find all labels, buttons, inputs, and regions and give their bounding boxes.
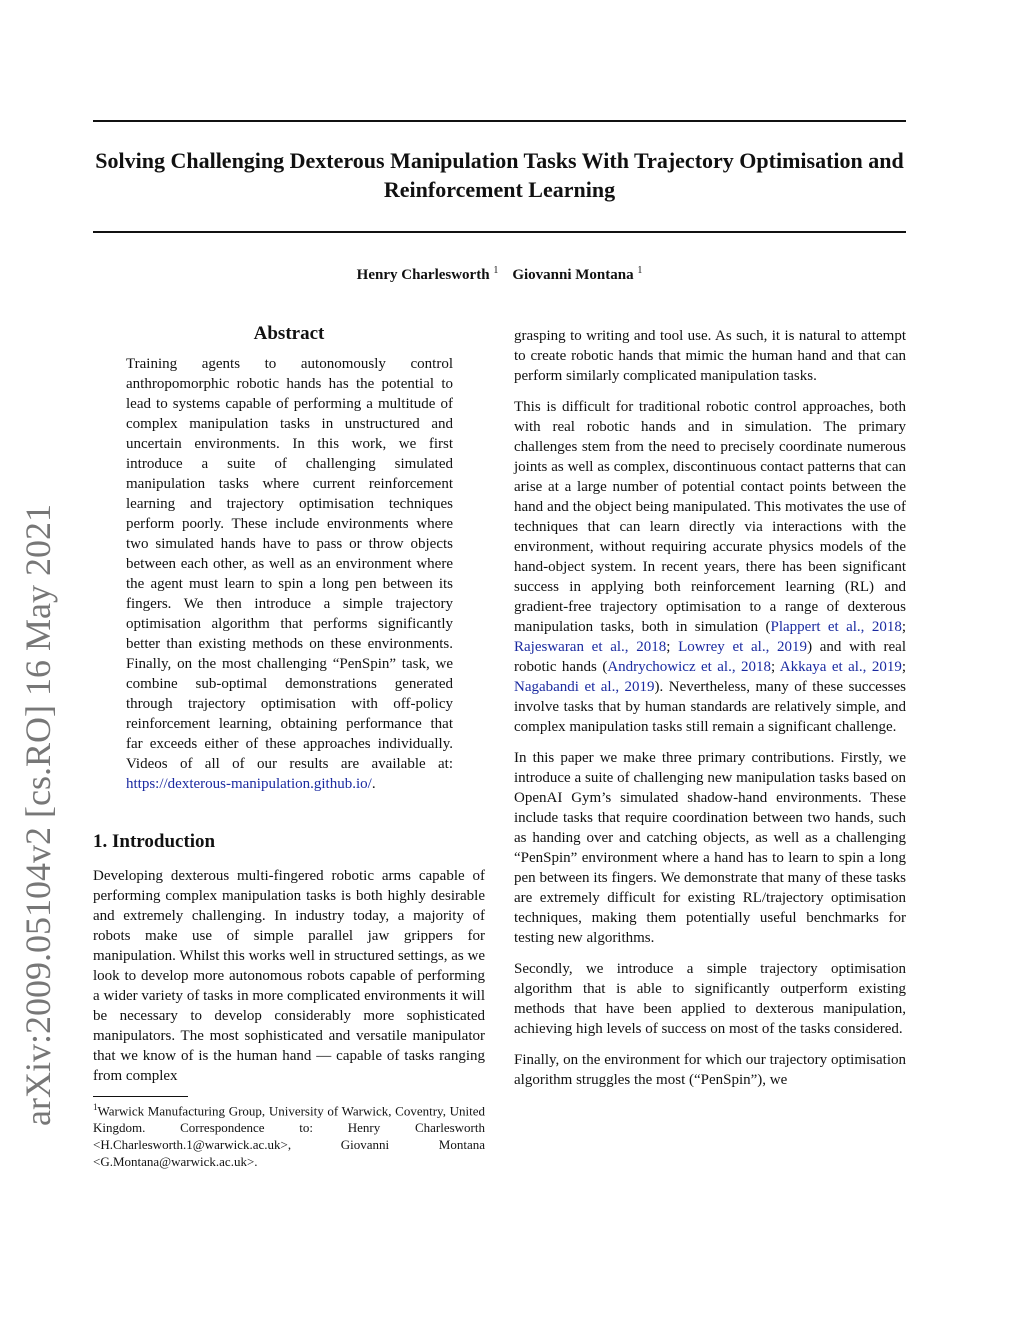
title-rule-top [93,120,906,122]
abstract-body [126,354,453,794]
abstract-end: . [371,776,376,792]
footnote-text: Warwick Manufacturing Group, University of Warwick, Coventry, United Kingdom. Correspondence to: Henry Charlesworth <H.Charlesworth.1@warwick.ac.uk>, Giovanni Montana <G.Montana@warwick.ac.uk>. [93,1103,485,1170]
right-column [514,326,906,1101]
citation-link[interactable]: Lowrey et al., 2019 [678,639,808,655]
citation-link[interactable]: Andrychowicz et al., 2018 [607,659,772,675]
citation-link[interactable]: Rajeswaran et al., 2018 [514,639,667,655]
author-affiliation-mark: 1 [637,265,643,276]
paragraph: Finally, on the environment for which our trajectory optimisation algorithm struggles the most (“PenSpin”), we [514,1052,906,1088]
project-link[interactable]: https://dexterous-manipulation.github.io/ [126,776,372,792]
paragraph: In this paper we make three primary contributions. Firstly, we introduce a suite of challenging new manipulation tasks based on OpenAI Gym’s simulated shadow-hand environments. These include tasks that require coordination between two hands, such as handing over and catching objects, as well as a challenging “PenSpin” environment where a hand has to learn to spin a long pen between its fingers. We demonstrate that many of these tasks are extremely difficult for existing RL/trajectory optimisation techniques, making them potentially useful benchmarks for testing new algorithms. [514,750,906,946]
author-list [93,265,906,284]
citation-link[interactable]: Plappert et al., 2018 [770,619,902,635]
author-name: Henry Charlesworth [356,267,490,283]
text-run: This is difficult for traditional robotic control approaches, both with real robotic hands and in simulation. The primary challenges stem from the need to precisely coordinate numerous joints as well as complex, discontinuous contact patterns that can arise at a large number of potential contact points between the hand and the object being manipulated. This motivates the use of techniques that can learn directly via interactions with the environment, without requiring accurate physics models of the hand-object system. In recent years, there has been significant success in applying both reinforcement learning (RL) and gradient-free trajectory optimisation to a range of dexterous manipulation tasks, both in simulation ( [514,399,906,635]
citation-link[interactable]: Akkaya et al., 2019 [779,659,902,675]
author-name: Giovanni Montana [512,267,634,283]
author-affiliation-mark: 1 [493,265,499,276]
abstract-text: Training agents to autonomously control anthropomorphic robotic hands has the potential to lead to systems capable of performing a multitude of complex manipulation tasks in unstructured and uncertain environments. In this work, we first introduce a suite of challenging simulated manipulation tasks where current reinforcement learning and trajectory optimisation techniques perform poorly. These include environments where two simulated hands have to pass or throw objects between each other, as well as an environment where the agent must learn to spin a long pen between its fingers. We then introduce a simple trajectory optimisation algorithm that performs significantly better than existing methods on these environments. Finally, on the most challenging “PenSpin” task, we combine sub-optimal demonstrations generated through trajectory optimisation with off-policy reinforcement learning, obtaining performance that far exceeds either of these approaches individually. Videos of all of our results are available at: [126,356,453,772]
arxiv-side-label: arXiv:2009.05104v2 [cs.RO] 16 May 2021 [18,504,58,1126]
separator: ; [771,659,780,675]
separator: ; [901,619,906,635]
affiliation-footnote [93,1099,485,1170]
paragraph: Secondly, we introduce a simple trajectory optimisation algorithm that is able to significantly outperform existing methods that have been applied to dexterous manipulation, achieving high levels of success on most of the tasks considered. [514,961,906,1037]
title-rule-bottom [93,231,906,233]
section-heading-introduction: 1. Introduction [93,831,216,852]
paragraph-with-citations [514,397,906,737]
abstract-heading: Abstract [253,323,325,344]
paper-title: Solving Challenging Dexterous Manipulation Tasks With Trajectory Optimisation and Reinforcement Learning [95,148,904,202]
footnote-mark: 1 [93,1102,98,1112]
separator: ; [666,639,679,655]
introduction-paragraph: Developing dexterous multi-fingered robotic arms capable of performing complex manipulation tasks is both highly desirable and extremely challenging. In industry today, a majority of robots make use of simple parallel jaw grippers for manipulation. Whilst this works well in structured settings, as we look to develop more autonomous robots capable of performing a wider variety of tasks in more complicated environments it will be necessary to develop considerably more sophisticated manipulators. The most sophisticated and versatile manipulator that we know of is the human hand — capable of tasks ranging from complex [93,868,485,1084]
citation-link[interactable]: Nagabandi et al., 2019 [514,679,655,695]
footnote-rule [93,1096,188,1097]
text-run: ). Nevertheless, many of these successes involve tasks that by human standards are relatively simple, and complex manipulation tasks still remain a significant challenge. [514,679,906,735]
introduction-body [93,866,485,1086]
paragraph: grasping to writing and tool use. As such, it is natural to attempt to create robotic hands that mimic the human hand and that can perform similarly complicated manipulation tasks. [514,328,906,384]
text-run: ) and with real robotic hands ( [514,639,906,675]
separator: ; [901,659,906,675]
